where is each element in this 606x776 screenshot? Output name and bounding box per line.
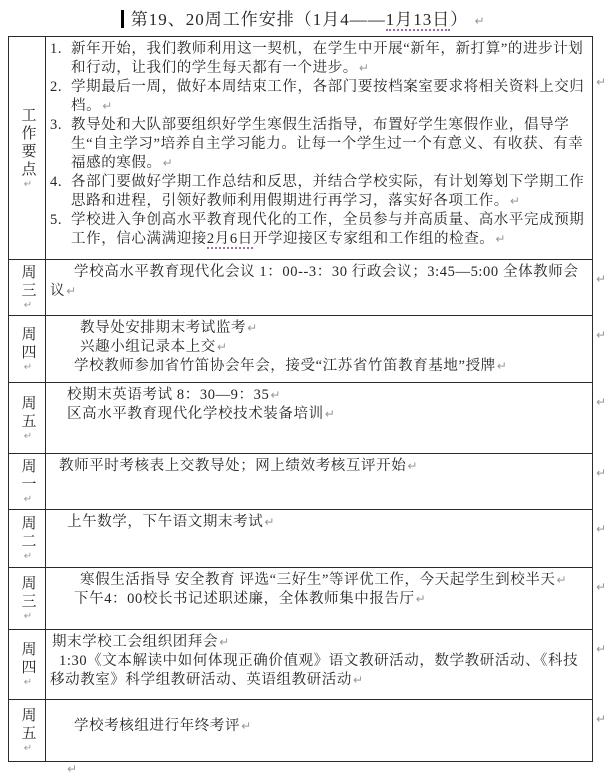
row-label-tuesday[interactable] [9,510,46,567]
item-number: 1. [50,41,63,57]
paragraph-mark-icon: ↵ [22,361,34,373]
paragraph-mark-icon: ↵ [219,635,230,649]
row-label-text: 周三 [19,264,36,300]
schedule-text: 学校教师参加省竹笛协会年会，接受“江苏省竹笛教育基地”授牌 [74,358,496,374]
item-text: 教导处和大队部要组织好学生寒假生活指导，布置好学生寒假作业，倡导学生“自主学习”培养自主学习能力。让每一个学生过一个有意义、有收获、有幸福感的寒假。 [71,117,584,171]
row-label-wednesday[interactable] [9,260,46,315]
schedule-table [8,36,606,762]
schedule-cell[interactable] [46,568,592,629]
row-label-work-points[interactable] [9,37,46,259]
paragraph-mark-icon: ↵ [22,494,34,505]
schedule-cell[interactable] [46,260,592,315]
row-label-text: 周一 [19,458,36,494]
row-label-monday[interactable] [9,454,46,509]
row-label-text: 周四 [19,325,36,362]
text-cursor [121,10,124,28]
table-row-thu2 [9,630,606,700]
schedule-text: 寒假生活指导 安全教育 评选“三好生”等评优工作，今天起学生到校半天 [80,572,556,588]
row-label-thursday[interactable] [9,630,46,699]
schedule-cell[interactable] [46,700,592,761]
schedule-cell[interactable] [46,510,592,567]
row-end-mark-icon: ↵ [595,395,606,409]
row-end-mark-icon: ↵ [595,75,606,89]
item-number: 4. [50,174,63,190]
schedule-cell[interactable] [46,383,592,453]
page-title[interactable] [0,5,606,30]
row-end-mark-icon: ↵ [595,328,606,342]
schedule-text: 下午4：00校长书记述职述廉，全体教师集中报告厅 [74,591,415,607]
row-label-wednesday[interactable] [9,568,46,629]
work-point-item [50,78,589,116]
paragraph-mark-icon: ↵ [66,284,77,298]
item-text: 各部门要做好学期工作总结和反思，并结合学校实际，有计划筹划下学期工作思路和进程，引领好教师利用假期进行再学习，落实好各项工作。 [71,174,585,209]
row-label-text: 周五 [19,394,36,431]
row-label-text: 周二 [19,515,36,551]
schedule-text: 区高水平教育现代化学校技术装备培训 [67,406,324,422]
table-row-fri1 [9,383,606,454]
row-label-friday[interactable] [9,383,46,453]
title-text-post: ） [450,10,469,29]
row-label-text: 工作要点 [19,106,36,179]
table-row-wed1 [9,260,606,316]
paragraph-mark-icon: ↵ [22,178,34,190]
table-row-wed2 [9,568,606,630]
table-row-fri2 [9,700,606,761]
paragraph-mark-icon: ↵ [216,340,227,354]
schedule-text: 教导处安排期末考试监考 [80,320,247,336]
paragraph-mark-icon: ↵ [67,762,78,776]
paragraph-mark-icon: ↵ [509,194,520,208]
row-label-text: 周四 [19,641,36,677]
work-point-item [50,116,589,173]
paragraph-mark-icon: ↵ [407,459,418,473]
paragraph-mark-icon: ↵ [22,300,34,311]
schedule-text: 校期末英语考试 8：30—9：35 [67,387,270,403]
row-label-thursday[interactable] [9,316,46,382]
work-point-item [50,211,589,249]
paragraph-mark-icon: ↵ [495,232,506,246]
work-point-item [50,173,589,211]
paragraph-mark-icon: ↵ [22,430,34,442]
row-label-text: 周五 [19,707,36,743]
row-label-text: 周三 [19,575,36,611]
paragraph-mark-icon: ↵ [415,592,426,606]
schedule-text: 学校考核组进行年终考评 [74,718,241,734]
row-end-mark-icon: ↵ [595,580,606,594]
paragraph-mark-icon: ↵ [270,388,281,402]
paragraph-mark-icon: ↵ [474,14,485,28]
row-end-mark-icon: ↵ [595,712,606,726]
title-date-underlined: 1月13日 [385,10,451,29]
paragraph-mark-icon: ↵ [247,321,258,335]
paragraph-mark-icon: ↵ [353,673,364,687]
paragraph-mark-icon: ↵ [102,99,113,113]
paragraph-mark-icon: ↵ [22,677,34,688]
work-point-item [50,40,589,78]
item-text: 学校进入争创高水平教育现代化的工作，全员参与并高质量、高水平完成预期工作，信心满满迎接 [71,212,585,247]
table-row-mon [9,454,606,510]
table-row-tue [9,510,606,568]
schedule-text: 1:30《文本解读中如何体现正确价值观》语文教研活动，数学教研活动、《科技移动教室》科学组教研活动、英语组教研活动 [50,653,579,688]
work-points-cell[interactable] [46,37,592,259]
item-text: 学期最后一周，做好本周结束工作，各部门要按档案室要求将相关资料上交归档。 [71,79,585,114]
paragraph-mark-icon: ↵ [324,407,335,421]
row-label-friday[interactable] [9,700,46,761]
paragraph-mark-icon: ↵ [496,359,507,373]
table-row-thu1 [9,316,606,383]
schedule-cell[interactable] [46,316,592,382]
schedule-text: 期末学校工会组织团拜会 [52,634,219,650]
paragraph-mark-icon: ↵ [22,743,34,754]
item-text: 新年开始，我们教师利用这一契机，在学生中开展“新年，新打算”的进步计划和行动，让我们的学生每天都有一个进步。 [71,41,584,76]
schedule-text: 兴趣小组记录本上交 [80,339,216,355]
item-date-underlined: 2月6日 [206,231,253,247]
paragraph-mark-icon: ↵ [264,515,275,529]
schedule-cell[interactable] [46,630,592,699]
item-number: 5. [50,212,63,228]
paragraph-mark-icon: ↵ [556,573,567,587]
title-text-pre: 第19、20周工作安排（1月4—— [130,10,386,29]
schedule-cell[interactable] [46,454,592,509]
item-text: 开学迎接区专家组和工作组的检查。 [252,231,495,247]
item-number: 3. [50,117,63,133]
paragraph-mark-icon: ↵ [22,611,34,622]
item-number: 2. [50,79,63,95]
row-end-mark-icon: ↵ [595,272,606,286]
row-end-mark-icon: ↵ [595,522,606,536]
row-end-mark-icon: ↵ [595,466,606,480]
paragraph-mark-icon: ↵ [358,61,369,75]
schedule-text: 教师平时考核表上交教导处；网上绩效考核互评开始 [59,458,407,474]
schedule-text: 上午数学，下午语文期末考试 [67,514,264,530]
schedule-text: 学校高水平教育现代化会议 1：00--3：30 行政会议；3:45—5:00 全体教师会议 [50,264,579,299]
row-end-mark-icon: ↵ [595,642,606,656]
paragraph-mark-icon: ↵ [241,719,252,733]
paragraph-mark-icon: ↵ [162,156,173,170]
table-row-work-points [9,37,606,260]
paragraph-mark-icon: ↵ [22,551,34,562]
